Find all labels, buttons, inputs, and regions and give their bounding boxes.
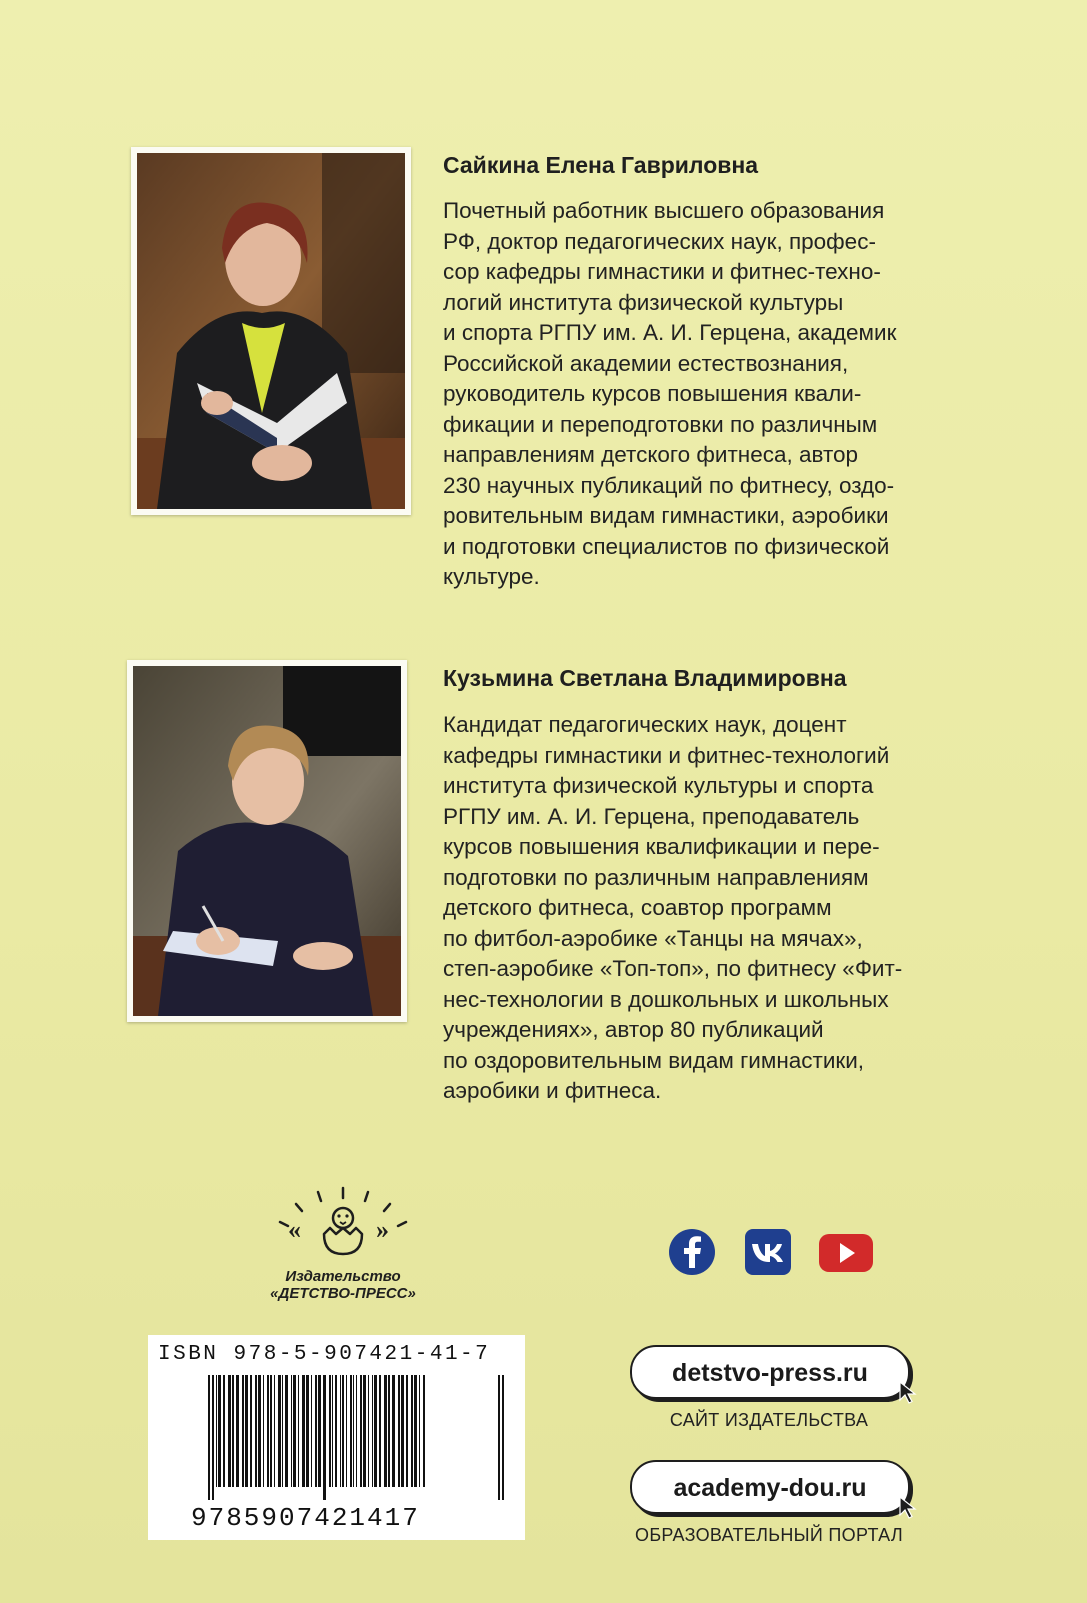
website-portal[interactable]	[620, 1450, 918, 1556]
barcode-bar	[372, 1375, 373, 1487]
barcode-bar	[340, 1375, 341, 1487]
barcode-bar	[353, 1375, 354, 1487]
barcode-bar	[323, 1375, 326, 1500]
barcode-bar	[245, 1375, 248, 1487]
chick-icon	[258, 1186, 428, 1266]
barcode-bar	[282, 1375, 283, 1487]
barcode-bar	[258, 1375, 261, 1487]
barcode-bar	[406, 1375, 408, 1487]
barcode-bar	[388, 1375, 390, 1487]
barcode-bar	[250, 1375, 252, 1487]
website-url[interactable]: academy-dou.ru	[673, 1474, 867, 1502]
author2-photo	[127, 660, 407, 1022]
barcode-bar	[242, 1375, 244, 1487]
cursor-icon	[898, 1495, 918, 1521]
barcode-bar	[335, 1375, 337, 1487]
publisher-name: «ДЕТСТВО-ПРЕСС»	[270, 1285, 416, 1302]
barcode-bar	[346, 1375, 347, 1487]
barcode-bar	[356, 1375, 357, 1487]
barcode-bar	[411, 1375, 413, 1487]
barcode-bar	[216, 1375, 217, 1487]
barcode-bar	[401, 1375, 404, 1487]
barcode-bar	[384, 1375, 387, 1487]
barcode-bar	[263, 1375, 264, 1487]
svg-text:«: «	[288, 1215, 301, 1244]
barcode-bar	[236, 1375, 239, 1487]
svg-text:»: »	[376, 1215, 389, 1244]
barcode-bar	[329, 1375, 331, 1487]
barcode-bar	[218, 1375, 221, 1487]
barcode-bar	[332, 1375, 333, 1487]
barcode-bar	[398, 1375, 400, 1487]
author2-bio: Кандидат педагогических наук, доцент кафедры гимнастики и фитнес-технологий института физической культуры и спорта РГПУ им. А. И. Герцена, преподаватель курсов повышения квалификации и пере- подготовки по различным направлениям детского фитнеса, соавтор программ по фитбол-аэробике «Танцы на мячах», степ-аэробике «Топ-топ», по фитнесу «Фит- нес-технологии в дошкольных и школьных учреждениях», автор 80 публикаций по оздоровительным видам гимнастики, аэробики и фитнеса.	[443, 712, 903, 1103]
barcode-bar	[267, 1375, 269, 1487]
barcode-bar	[302, 1375, 305, 1487]
barcode-bar	[293, 1375, 296, 1487]
author1-name: Сайкина Елена Гавриловна	[443, 152, 759, 178]
barcode-bar	[414, 1375, 417, 1487]
barcode-bar	[363, 1375, 366, 1487]
barcode-bar	[318, 1375, 321, 1487]
barcode-bar	[208, 1375, 210, 1500]
barcode	[206, 1375, 506, 1500]
barcode-bar	[419, 1375, 420, 1487]
author1-bio: Почетный работник высшего образования РФ, доктор педагогических наук, профес- сор кафедры гимнастики и фитнес-техно- логий института физической культуры и спорта РГПУ им. А. И. Герцена, академик Российской академии естествознания, руководитель курсов повышения квали- фикации и переподготовки по различным направлениям детского фитнеса, автор 230 научных публикаций по фитнесу, оздо- ровительным видам гимнастики, аэробики и подготовки специалистов по физической культуре.	[443, 198, 897, 589]
barcode-bar	[228, 1375, 231, 1487]
barcode-bar	[278, 1375, 281, 1487]
isbn-number: ISBN 978-5-907421-41-7	[158, 1343, 491, 1366]
website-caption: САЙТ ИЗДАТЕЛЬСТВА	[669, 1410, 869, 1430]
website-publisher[interactable]	[620, 1335, 918, 1441]
barcode-bar	[311, 1375, 312, 1487]
barcode-bar	[368, 1375, 369, 1487]
barcode-bar	[232, 1375, 234, 1487]
youtube-icon[interactable]	[818, 1228, 874, 1276]
publisher-logo	[258, 1186, 428, 1316]
barcode-bar	[306, 1375, 309, 1487]
barcode-bar	[502, 1375, 504, 1500]
website-caption: ОБРАЗОВАТЕЛЬНЫЙ ПОРТАЛ	[635, 1525, 903, 1545]
facebook-icon[interactable]	[668, 1228, 716, 1276]
isbn-barcode-block	[148, 1335, 525, 1540]
barcode-bar	[342, 1375, 344, 1487]
barcode-digits: 9785907421417	[191, 1503, 420, 1533]
author1-photo	[131, 147, 411, 515]
cursor-icon	[898, 1380, 918, 1406]
barcode-bar	[360, 1375, 362, 1487]
barcode-bar	[315, 1375, 317, 1487]
barcode-bar	[423, 1375, 425, 1487]
vk-icon[interactable]	[744, 1228, 792, 1276]
barcode-bar	[274, 1375, 275, 1487]
barcode-bar	[392, 1375, 395, 1487]
barcode-bar	[298, 1375, 299, 1487]
barcode-bar	[285, 1375, 288, 1487]
publisher-label: Издательство	[285, 1268, 401, 1285]
barcode-bar	[212, 1375, 214, 1500]
barcode-bar	[291, 1375, 292, 1487]
barcode-bar	[255, 1375, 257, 1487]
barcode-bar	[350, 1375, 352, 1487]
barcode-bar	[270, 1375, 272, 1487]
barcode-bar	[223, 1375, 225, 1487]
barcode-bar	[379, 1375, 381, 1487]
author2-name: Кузьмина Светлана Владимировна	[443, 665, 847, 691]
barcode-bar	[374, 1375, 377, 1487]
barcode-bar	[498, 1375, 500, 1500]
website-url[interactable]: detstvo-press.ru	[672, 1359, 868, 1387]
